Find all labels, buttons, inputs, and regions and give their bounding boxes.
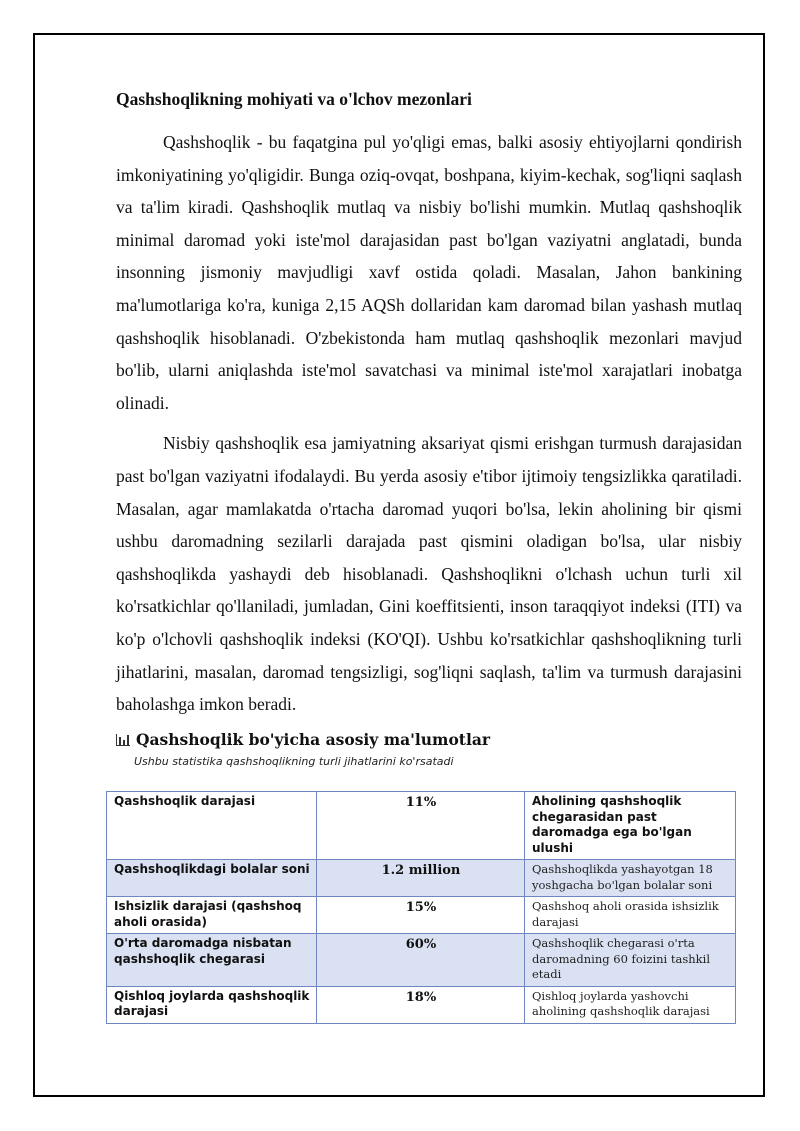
table-row <box>107 986 736 1023</box>
table-subtitle: Ushbu statistika qashshoqlikning turli jihatlarini ko'rsatadi <box>134 754 454 768</box>
table-title-text: Qashshoqlik bo'yicha asosiy ma'lumotlar <box>136 729 491 749</box>
row-description: Qashshoqlikda yashayotgan 18 yoshgacha bo'lgan bolalar soni <box>525 860 736 897</box>
table-title <box>116 729 742 751</box>
row-description: Qashshoq aholi orasida ishsizlik darajasi <box>525 897 736 934</box>
row-name: Qishloq joylarda qashshoqlik darajasi <box>107 986 317 1023</box>
paragraph-1: Qashshoqlik - bu faqatgina pul yo'qligi emas, balki asosiy ehtiyojlarni qondirish imkoniyatining yo'qligidir. Bunga oziq-ovqat, boshpana, kiyim-kechak, sog'liqni saqlash va ta'lim kiradi. Qashshoqlik mutlaq va nisbiy bo'lishi mumkin. Mutlaq qashshoqlik minimal daromad yoki iste'mol darajasidan past bo'lgan vaziyatni anglatadi, bunda insonning jismoniy mavjudligi xavf ostida qoladi. Masalan, Jahon bankining ma'lumotlariga ko'ra, kuniga 2,15 AQSh dollaridan kam daromad bilan yashash mutlaq qashshoqlik hisoblanadi. O'zbekistonda ham mutlaq qashshoqlik mezonlari mavjud bo'lib, ularni aniqlashda iste'mol savatchasi va minimal iste'mol xarajatlari inobatga olinadi. <box>116 132 742 413</box>
row-value: 11% <box>317 792 525 860</box>
table-row <box>107 792 736 860</box>
statistics-table <box>106 791 736 1024</box>
row-description: Qashshoqlik chegarasi o'rta daromadning 60 foizini tashkil etadi <box>525 934 736 987</box>
document-body <box>116 86 742 774</box>
paragraph-2: Nisbiy qashshoqlik esa jamiyatning aksariyat qismi erishgan turmush darajasidan past bo'lgan vaziyatni ifodalaydi. Bu yerda asosiy e'tibor ijtimoiy tengsizlikka qaratiladi. Masalan, agar mamlakatda o'rtacha daromad yuqori bo'lsa, lekin aholining bir qismi ushbu daromadning sezilarli darajada past qismini oladigan bo'lsa, ular nisbiy qashshoqlikda yashaydi deb hisoblanadi. Qashshoqlikni o'lchash uchun turli xil ko'rsatkichlar qo'llaniladi, jumladan, Gini koeffitsienti, inson taraqqiyot indeksi (ITI) va ko'p o'lchovli qashshoqlik indeksi (KO'QI). Ushbu ko'rsatkichlar qashshoqlikning turli jihatlarini, masalan, daromad tengsizligi, sog'liqni saqlash, ta'lim va turmush darajasini baholashga imkon beradi. <box>116 433 742 715</box>
table-row <box>107 860 736 897</box>
bar-chart-icon <box>116 734 130 746</box>
table-row <box>107 934 736 987</box>
row-name: O'rta daromadga nisbatan qashshoqlik chegarasi <box>107 934 317 987</box>
row-description: Aholining qashshoqlik chegarasidan past daromadga ega bo'lgan ulushi <box>525 792 736 860</box>
row-value: 60% <box>317 934 525 987</box>
row-value: 15% <box>317 897 525 934</box>
row-value: 18% <box>317 986 525 1023</box>
row-description: Qishloq joylarda yashovchi aholining qashshoqlik darajasi <box>525 986 736 1023</box>
section-heading: Qashshoqlikning mohiyati va o'lchov mezonlari <box>116 89 472 109</box>
row-name: Qashshoqlik darajasi <box>107 792 317 860</box>
row-name: Qashshoqlikdagi bolalar soni <box>107 860 317 897</box>
row-value: 1.2 million <box>317 860 525 897</box>
table-row <box>107 897 736 934</box>
row-name: Ishsizlik darajasi (qashshoq aholi orasida) <box>107 897 317 934</box>
